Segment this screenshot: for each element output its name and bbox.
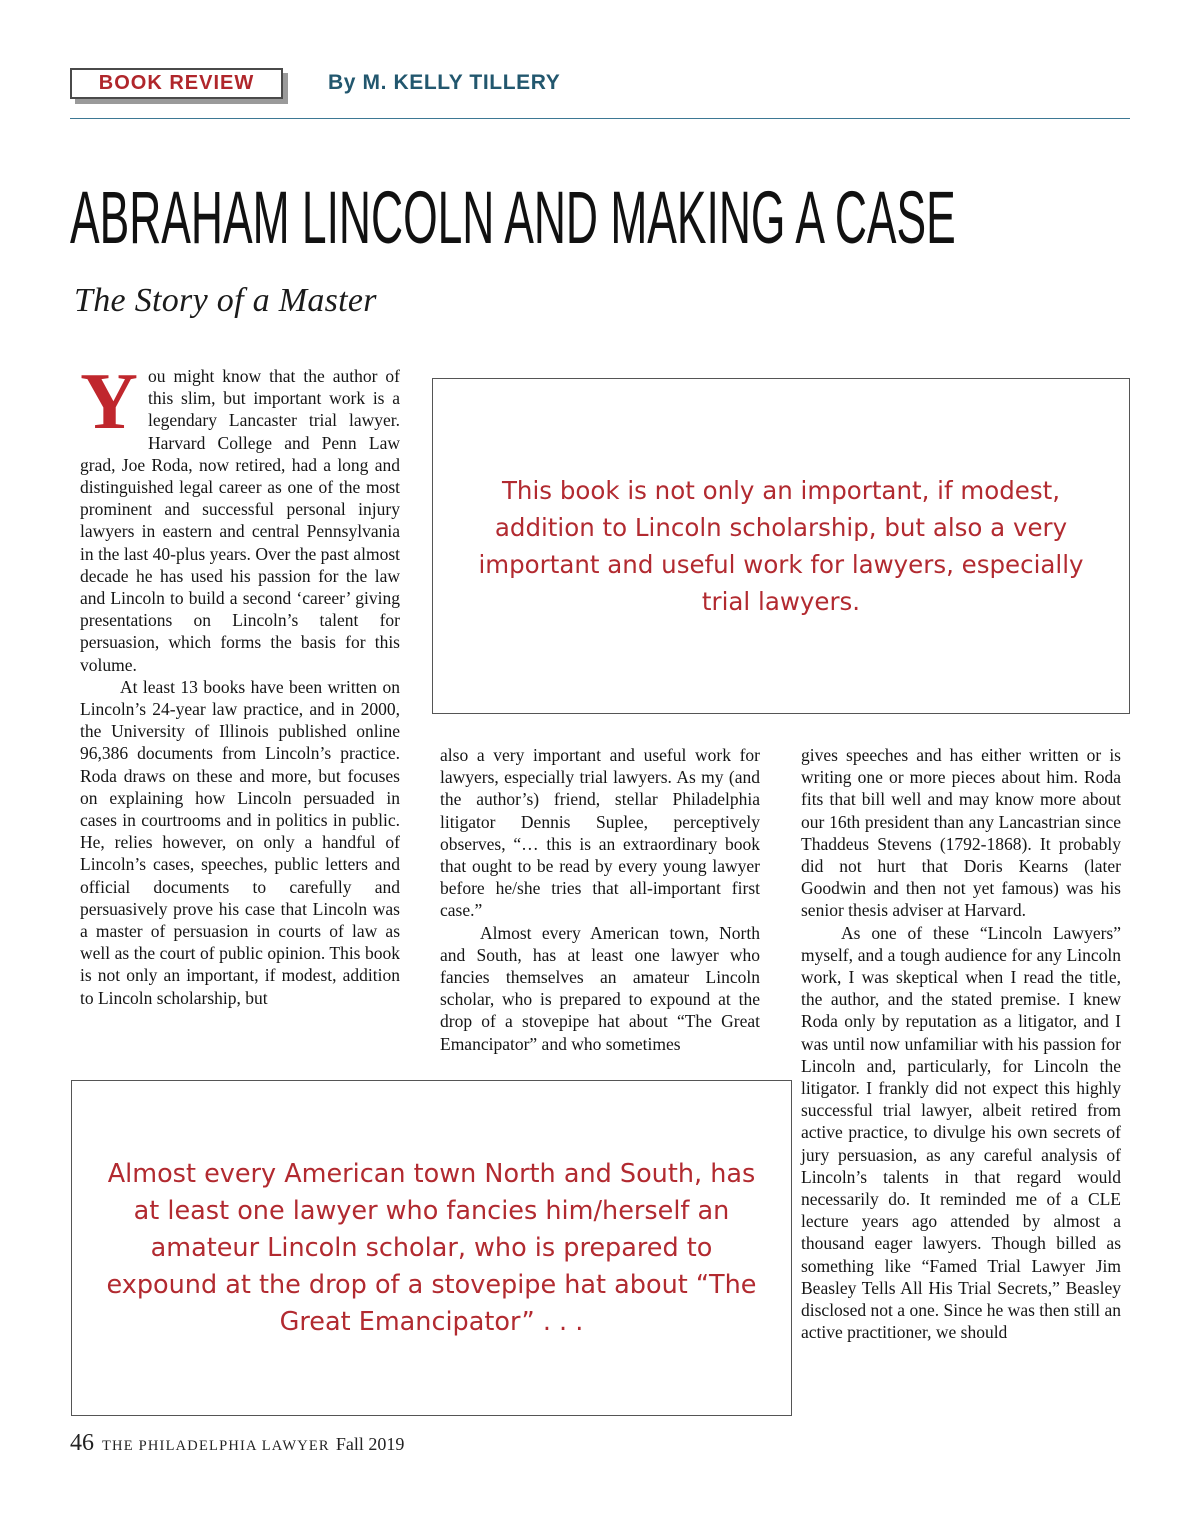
page-footer (70, 1430, 404, 1457)
article-title: ABRAHAM LINCOLN AND MAKING A CASE (70, 176, 956, 259)
pull-quote-2 (71, 1080, 792, 1416)
pull-quote-1 (432, 378, 1130, 714)
paragraph: Almost every American town, North and South, has at least one lawyer who fancies themselves an amateur Lincoln scholar, who is prepared to expound at the drop of a stovepipe hat about “The Great Emancipator” and who sometimes (440, 922, 760, 1054)
column-1 (80, 365, 400, 1009)
page-number: 46 (70, 1430, 94, 1456)
drop-cap (76, 368, 142, 434)
paragraph: also a very important and useful work for lawyers, especially trial lawyers. As my (and the author’s) friend, stellar Philadelphia litigator Dennis Suplee, perceptively observes, “… this is an extraordinary book that ought to be read by every young lawyer before he/she tries that all-important first case.” (440, 745, 760, 921)
drop-cap-letter: Y (80, 368, 138, 434)
column-2 (440, 744, 760, 1055)
section-label: BOOK REVIEW (98, 72, 255, 94)
header-rule (70, 118, 1130, 119)
pull-quote-text: Almost every American town North and South, has at least one lawyer who fancies him/herself an amateur Lincoln scholar, who is prepared to expound at the drop of a stovepipe hat about “The Great Emancipator” . . . (106, 1158, 757, 1337)
paragraph: As one of these “Lincoln Lawyers” myself, and a tough audience for any Lincoln work, I was skeptical when I read the title, the author, and the stated premise. I knew Roda only by reputation as a litigator, and I was until now unfamiliar with his passion for Lincoln and, particularly, for Lincoln the litigator. I frankly did not expect this highly successful trial lawyer, albeit retired from active practice, to divulge his own secrets of jury persuasion, as any careful analysis of Lincoln’s talents in that regard would necessarily do. It reminded me of a CLE lecture years ago attended by almost a thousand eager lawyers. Though billed as something like “Famed Trial Lawyer Jim Beasley Tells All His Trial Secrets,” Beasley disclosed not a one. Since he was then still an active practitioner, we should (801, 922, 1121, 1343)
magazine-name: THE PHILADELPHIA LAWYER (102, 1438, 330, 1454)
section-badge (70, 68, 283, 99)
article-subtitle: The Story of a Master (74, 282, 377, 319)
paragraph: gives speeches and has either written or is writing one or more pieces about him. Roda fits that bill well and may know more about our 16th president than any Lancastrian since Thaddeus Stevens (1792-1868). It probably did not hurt that Doris Kearns (later Goodwin and then not yet famous) was his senior thesis adviser at Harvard. (801, 745, 1121, 921)
issue-date: Fall 2019 (335, 1434, 405, 1454)
paragraph: At least 13 books have been written on Lincoln’s 24-year law practice, and in 2000, the University of Illinois published online 96,386 documents from Lincoln’s practice. Roda draws on these and more, but focuses on explaining how Lincoln persuaded in cases in courtrooms and in politics in public. He, relies however, on only a handful of Lincoln’s cases, speeches, public letters and official documents to carefully and persuasively prove his case that Lincoln was a master of persuasion in courts of law as well as the court of public opinion. This book is not only an important, if modest, addition to Lincoln scholarship, but (80, 676, 400, 1008)
byline: By M. KELLY TILLERY (328, 71, 561, 94)
paragraph: ou might know that the author of this slim, but important work is a legendary Lancaster trial lawyer. Harvard College and Penn Law grad, Joe Roda, now retired, had a long and distinguished legal career as one of the most prominent and successful personal injury lawyers in eastern and central Pennsylvania in the last 40-plus years. Over the past almost decade he has used his passion for the law and Lincoln to build a second ‘career’ giving presentations on Lincoln’s talent for persuasion, which forms the basis for this volume. (80, 366, 400, 675)
pull-quote-text: This book is not only an important, if modest, addition to Lincoln scholarship, but also a very important and useful work for lawyers, especially trial lawyers. (478, 476, 1084, 616)
column-3 (801, 744, 1121, 1343)
